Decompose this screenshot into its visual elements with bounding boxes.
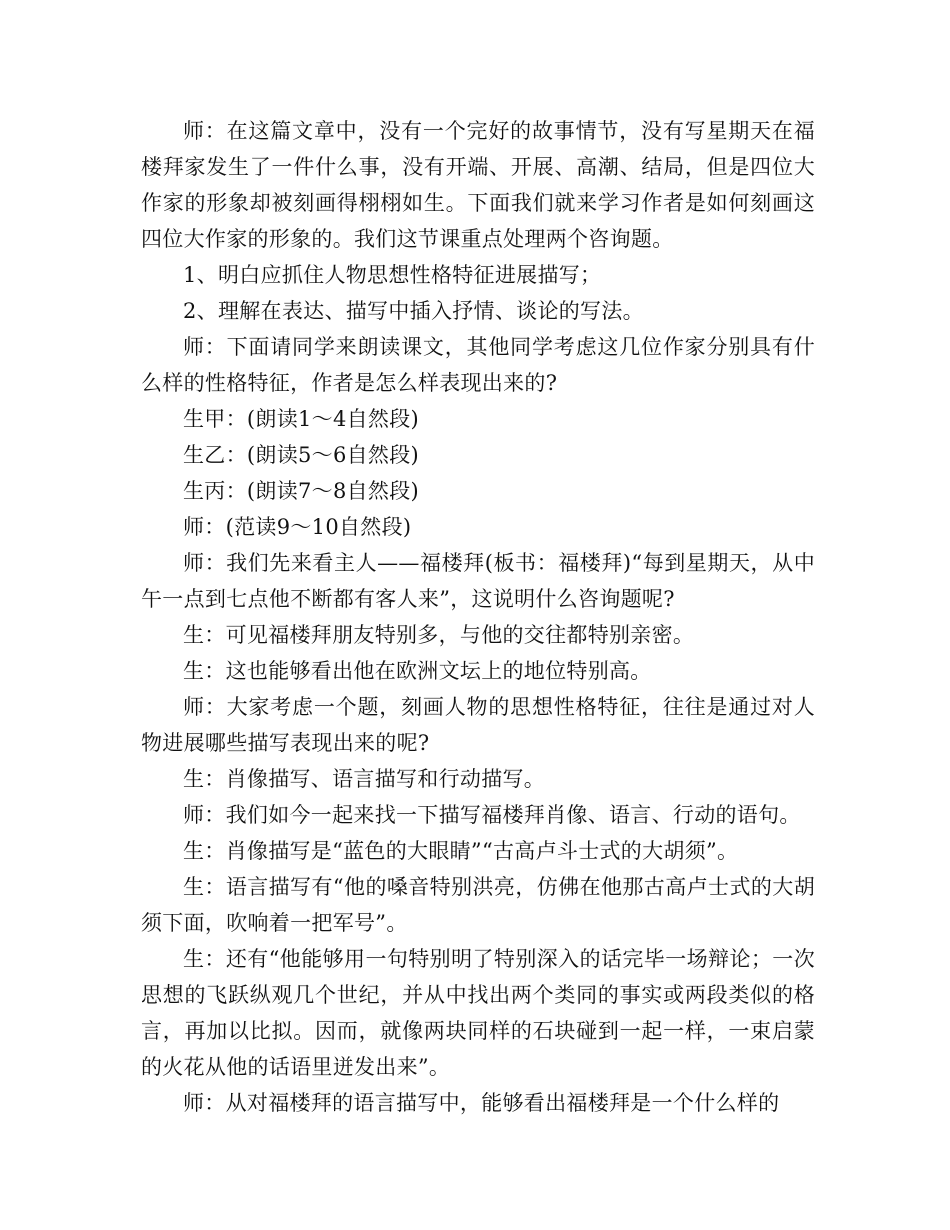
paragraph-student-description-types: 生：肖像描写、语言描写和行动描写。 [183, 767, 546, 791]
paragraph-teacher-find-sentences: 师：我们如今一起来找一下描写福楼拜肖像、语言、行动的语句。 [183, 803, 801, 827]
paragraph-student-c-reading: 生丙：(朗读7～8自然段) [183, 479, 420, 503]
paragraph-student-a-reading: 生甲：(朗读1～4自然段) [183, 407, 420, 431]
paragraph-teacher-intro: 师：在这篇文章中，没有一个完好的故事情节，没有写星期天在福楼拜家发生了一件什么事，没有开端、开展、高潮、结局，但是四位大作家的形象却被刻画得栩栩如生。下面我们就来学习作者是如何刻画这四位大作家的形象的。我们这节课重点处理两个咨询题。 [141, 119, 815, 251]
document-body [141, 113, 815, 1121]
paragraph-goal-2: 2、理解在表达、描写中插入抒情、谈论的写法。 [183, 299, 644, 323]
paragraph-student-friends: 生：可见福楼拜朋友特别多，与他的交往都特别亲密。 [183, 623, 695, 647]
paragraph-goal-1: 1、明白应抓住人物思想性格特征进展描写； [183, 263, 602, 287]
paragraph-student-voice: 生：语言描写有“他的嗓音特别洪亮，仿佛在他那古高卢士式的大胡须下面，吹响着一把军号”。 [141, 875, 815, 935]
paragraph-student-speech: 生：还有“他能够用一句特别明了特别深入的话完毕一场辩论；一次思想的飞跃纵观几个世纪，并从中找出两个类同的事实或两段类似的格言，再加以比拟。因而，就像两块同样的石块碰到一起一样，一束启蒙的火花从他的话语里迸发出来”。 [141, 947, 815, 1079]
paragraph-teacher-model-reading: 师：(范读9～10自然段) [183, 515, 412, 539]
paragraph-teacher-reading-task: 师：下面请同学来朗读课文，其他同学考虑这几位作家分别具有什么样的性格特征，作者是怎么样表现出来的? [141, 335, 815, 395]
paragraph-student-status: 生：这也能够看出他在欧洲文坛上的地位特别高。 [183, 659, 652, 683]
paragraph-student-portrait: 生：肖像描写是“蓝色的大眼睛”“古高卢斗士式的大胡须”。 [183, 839, 739, 863]
paragraph-teacher-flaubert: 师：我们先来看主人——福楼拜(板书：福楼拜)“每到星期天，从中午一点到七点他不断都有客人来”，这说明什么咨询题呢? [141, 551, 815, 611]
paragraph-student-b-reading: 生乙：(朗读5～6自然段) [183, 443, 420, 467]
paragraph-teacher-question: 师：大家考虑一个题，刻画人物的思想性格特征，往往是通过对人物进展哪些描写表现出来的呢? [141, 695, 815, 755]
paragraph-teacher-followup: 师：从对福楼拜的语言描写中，能够看出福楼拜是一个什么样的 [183, 1091, 780, 1115]
